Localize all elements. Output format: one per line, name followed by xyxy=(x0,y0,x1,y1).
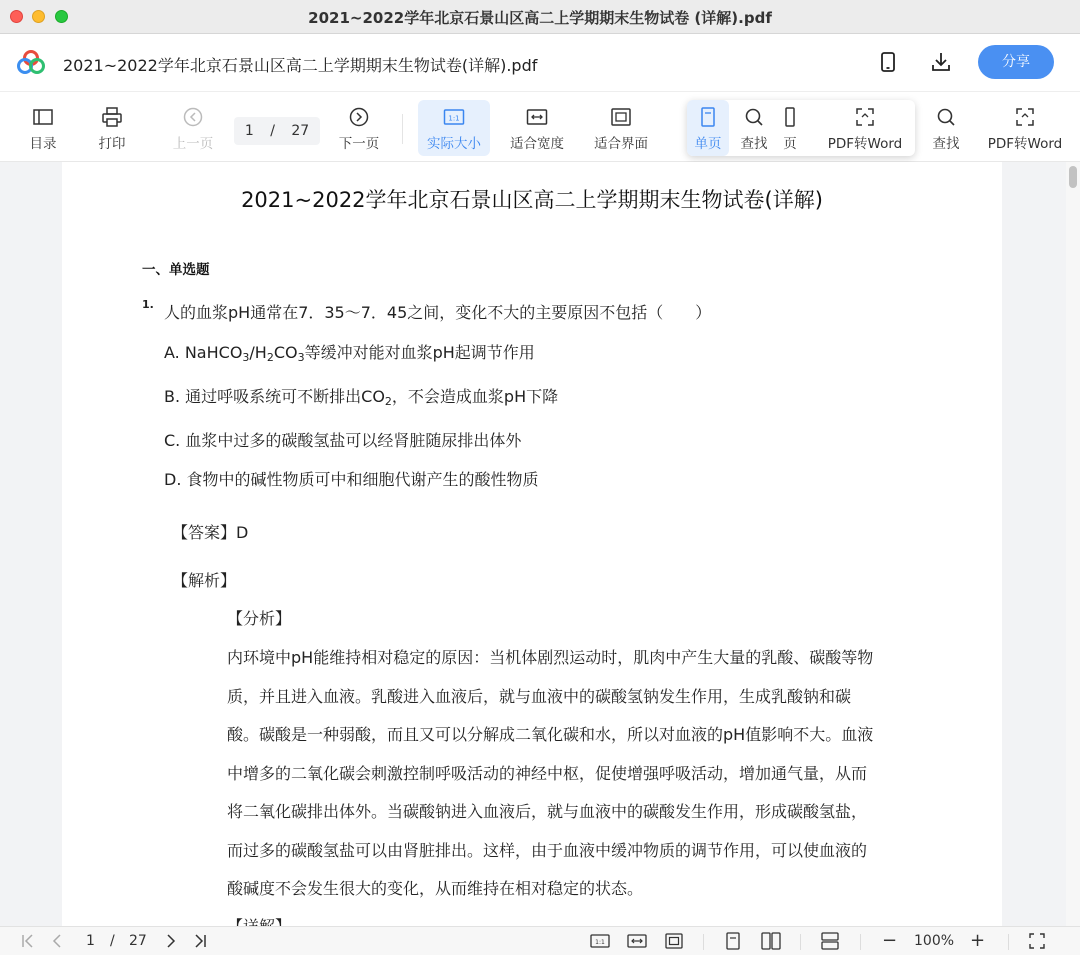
option-a-text: 等缓冲对能对血浆pH起调节作用 xyxy=(304,343,535,362)
toolbar xyxy=(0,92,1080,162)
print-icon xyxy=(101,106,123,128)
search-icon xyxy=(935,106,957,128)
analysis-line: 酸。碳酸是一种弱酸，而且又可以分解成二氧化碳和水，所以对血液的pH值影响不大。血液 xyxy=(227,725,874,744)
prev-page-icon[interactable] xyxy=(50,931,64,951)
page-number-input[interactable] xyxy=(234,117,320,145)
pdf-page xyxy=(62,162,1002,926)
status-divider xyxy=(703,934,704,950)
pdf-to-word-label: PDF转Word xyxy=(987,136,1063,152)
page-separator: / xyxy=(270,123,275,139)
next-page-button[interactable] xyxy=(336,100,382,156)
prev-page-button[interactable] xyxy=(170,100,216,156)
last-page-icon[interactable] xyxy=(192,931,208,951)
page-mode-label: 页 xyxy=(783,136,797,152)
analysis-line: 将二氧化碳排出体外。当碳酸钠进入血液后，就与血液中的碳酸发生作用，形成碳酸氢盐， xyxy=(227,802,868,821)
search-icon xyxy=(743,106,765,128)
chevron-right-circle-icon xyxy=(348,106,370,128)
single-page-icon xyxy=(697,106,719,128)
download-icon[interactable] xyxy=(929,50,953,74)
subscript: 2 xyxy=(266,351,274,364)
app-logo-icon xyxy=(16,49,46,75)
fit-page-label: 适合界面 xyxy=(594,136,648,152)
question-number: 1. xyxy=(142,298,154,311)
svg-text:1:1: 1:1 xyxy=(595,939,605,946)
document-title: 2021~2022学年北京石景山区高二上学期期末生物试卷(详解) xyxy=(241,188,823,212)
analysis-line: 中增多的二氧化碳会刺激控制呼吸活动的神经中枢，促使增强呼吸活动，增加通气量，从而 xyxy=(227,764,868,783)
zoom-in-button[interactable]: + xyxy=(970,930,986,951)
convert-icon xyxy=(1014,106,1036,128)
status-page-total: 27 xyxy=(129,933,147,949)
single-page-label: 单页 xyxy=(694,136,722,152)
status-divider xyxy=(800,934,801,950)
document-viewer[interactable] xyxy=(0,162,1080,926)
first-page-icon[interactable] xyxy=(20,931,36,951)
zoom-level: 100% xyxy=(914,933,955,949)
option-a-text: /H xyxy=(249,343,267,362)
status-divider xyxy=(1008,934,1009,950)
question-text: 人的血浆pH通常在7．35～7．45之间，变化不大的主要原因不包括（ ） xyxy=(164,303,712,322)
page-total: 27 xyxy=(291,123,310,139)
window-title: 2021~2022学年北京石景山区高二上学期期末生物试卷 (详解).pdf xyxy=(308,9,772,27)
convert-icon xyxy=(854,106,876,128)
analysis-line: 而过多的碳酸氢盐可以由肾脏排出。这样，由于血液中缓冲物质的调节作用，可以使血液的 xyxy=(227,841,868,860)
scrollbar-thumb[interactable] xyxy=(1069,166,1077,188)
fit-page-icon xyxy=(610,106,632,128)
svg-text:1:1: 1:1 xyxy=(448,114,460,123)
page-current: 1 xyxy=(244,123,254,139)
option-d: D. 食物中的碱性物质可中和细胞代谢产生的酸性物质 xyxy=(164,470,539,489)
single-page-button[interactable] xyxy=(687,100,729,156)
status-bar xyxy=(0,926,1080,955)
status-divider xyxy=(860,934,861,950)
view-mode-popup xyxy=(687,100,915,156)
search-button-popup[interactable] xyxy=(737,100,771,156)
zoom-out-button[interactable]: − xyxy=(882,930,898,951)
fullscreen-icon[interactable] xyxy=(1028,931,1046,951)
subscript: 3 xyxy=(242,351,250,364)
vertical-scrollbar[interactable] xyxy=(1066,162,1080,926)
next-page-icon[interactable] xyxy=(164,931,178,951)
fit-width-label: 适合宽度 xyxy=(510,136,564,152)
toolbar-divider xyxy=(402,114,403,144)
actual-size-icon xyxy=(443,106,465,128)
section-heading: 一、单选题 xyxy=(142,262,210,278)
window-title-bar xyxy=(0,0,1080,34)
option-a-text: A. NaHCO xyxy=(164,343,243,362)
status-page-separator: / xyxy=(110,933,115,949)
analysis-line: 内环境中pH能维持相对稳定的原因：当机体剧烈运动时，肌肉中产生大量的乳酸、碳酸等物 xyxy=(227,648,874,667)
search-label: 查找 xyxy=(932,136,960,152)
fit-width-icon[interactable] xyxy=(627,931,647,951)
share-button[interactable]: 分享 xyxy=(978,45,1054,79)
chevron-left-circle-icon xyxy=(182,106,204,128)
toc-label: 目录 xyxy=(29,136,57,152)
app-header xyxy=(0,34,1080,92)
actual-size-button[interactable] xyxy=(418,100,490,156)
single-page-icon[interactable] xyxy=(724,931,742,951)
fit-page-button[interactable] xyxy=(588,100,654,156)
option-b-text: ，不会造成血浆pH下降 xyxy=(391,387,559,406)
pdf-to-word-button-popup[interactable] xyxy=(823,100,907,156)
option-b xyxy=(164,384,558,408)
analysis-heading: 【解析】 xyxy=(172,571,237,590)
answer: 【答案】D xyxy=(172,523,249,542)
search-button[interactable] xyxy=(928,100,964,156)
analysis-line: 酸碱度不会发生很大的变化，从而维持在相对稳定的状态。 xyxy=(227,879,644,898)
option-a xyxy=(164,340,535,364)
subscript: 3 xyxy=(297,351,305,364)
print-label: 打印 xyxy=(98,136,126,152)
status-page-current[interactable]: 1 xyxy=(86,933,95,949)
page-icon xyxy=(779,106,801,128)
fit-page-icon[interactable] xyxy=(664,931,684,951)
print-button[interactable] xyxy=(92,100,132,156)
analysis-line: 质，并且进入血液。乳酸进入血液后，就与血液中的碳酸氢钠发生作用，生成乳酸钠和碳 xyxy=(227,687,852,706)
analysis-subheading: 【分析】 xyxy=(227,609,292,628)
document-name: 2021~2022学年北京石景山区高二上学期期末生物试卷(详解).pdf xyxy=(63,56,538,75)
mobile-icon[interactable] xyxy=(876,50,900,74)
fit-width-icon xyxy=(526,106,548,128)
search-label: 查找 xyxy=(740,136,768,152)
pdf-to-word-label: PDF转Word xyxy=(827,136,903,152)
pdf-to-word-button[interactable] xyxy=(983,100,1067,156)
page-mode-button[interactable] xyxy=(779,100,801,156)
toc-button[interactable] xyxy=(22,100,64,156)
prev-page-label: 上一页 xyxy=(172,136,214,152)
option-b-text: B. 通过呼吸系统可不断排出CO xyxy=(164,387,385,406)
continuous-scroll-icon[interactable] xyxy=(820,931,840,951)
next-page-label: 下一页 xyxy=(338,136,380,152)
two-page-icon[interactable] xyxy=(760,931,782,951)
actual-size-icon[interactable] xyxy=(590,931,610,951)
fit-width-button[interactable] xyxy=(504,100,570,156)
option-a-text: CO xyxy=(273,343,298,362)
option-c: C. 血浆中过多的碳酸氢盐可以经肾脏随尿排出体外 xyxy=(164,431,522,450)
toc-icon xyxy=(32,106,54,128)
subscript: 2 xyxy=(384,395,392,408)
actual-size-label: 实际大小 xyxy=(427,136,481,152)
